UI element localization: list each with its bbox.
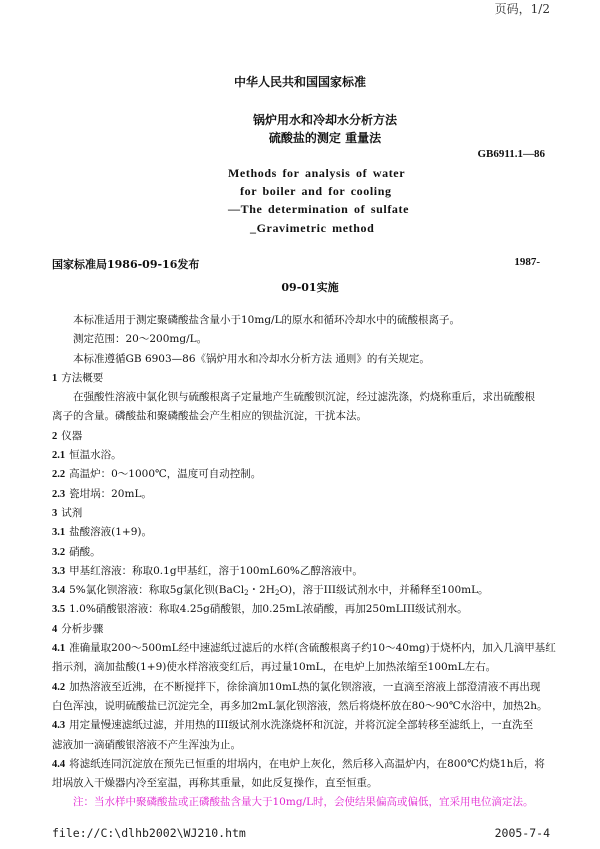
list-item: 3.4 5%氯化钡溶液：称取5g氯化钡(BaCl$_2$・$2H_2O$)，溶于III级试剂水中，并稀释至100mL。 [52,584,489,598]
list-item: 2.3 瓷坩埚：20mL。 [52,487,152,500]
document-body [52,311,556,813]
step-item: 4.1 准确量取200～500mL经中速滤纸过滤后的水样(含硫酸根离子约10～40mg)于烧杯内，加入几滴甲基红 [52,642,556,655]
intro-line: 测定范围：20～200mg/L。 [73,333,208,346]
title-line-2: 硫酸盐的测定 重量法 [268,131,382,145]
list-item: 2.2 高温炉：0～1000℃，温度可自动控制。 [52,468,262,481]
standard-name: 中华人民共和国国家标准 [233,75,366,89]
section-1-para: 在强酸性溶液中氯化钡与硫酸根离子定量地产生硫酸钡沉淀，经过滤洗涤，灼烧称重后，求出硫酸根 [73,391,535,404]
step-item-cont: 白色浑浊，说明硫酸盐已沉淀完全，再多加2mL氯化钡溶液，然后将烧杯放在80～90℃水浴中，加热2h。 [52,699,548,712]
english-title-2: for boiler and for cooling [240,184,392,198]
footer-date: 2005-7-4 [494,826,550,840]
issue-date: 国家标准局1986-09-16发布 [52,258,200,271]
title-line-1: 锅炉用水和冷却水分析方法 [252,113,397,127]
section-heading-3: 3 试剂 [52,506,83,519]
english-title-4: _Gravimetric method [250,221,375,235]
step-item-cont: 指示剂，滴加盐酸(1+9)使水样溶液变红后，再过量10mL，在电炉上加热浓缩至100mL左右。 [52,661,497,674]
list-item: 3.2 硝酸。 [52,545,101,558]
english-title-1: Methods for analysis of water [228,166,406,180]
list-item: 3.1 盐酸溶液(1+9)。 [52,526,152,539]
intro-line: 本标准适用于测定聚磷酸盐含量小于10mg/L的原水和循环冷却水中的硫酸根离子。 [73,314,461,326]
list-item: 3.3 甲基红溶液：称取0.1g甲基红，溶于100mL60%乙醇溶液中。 [52,564,363,577]
effective-date-part1: 1987- [514,256,540,268]
step-item: 4.2 加热溶液至近沸，在不断搅拌下，徐徐滴加10mL热的氯化钡溶液，一直滴至溶液上部澄清液不再出现 [52,680,541,693]
page-number: 页码，1/2 [494,2,550,16]
intro-line: 本标准遵循GB 6903—86《锅炉用水和冷却水分析方法 通则》的有关规定。 [73,352,430,365]
english-title-3: —The determination of sulfate [228,202,410,216]
section-heading-2: 2 仪器 [52,429,83,442]
footer-file-path: file://C:\dlhb2002\WJ210.htm [52,826,246,840]
standard-code: GB6911.1—86 [477,148,545,160]
step-item-cont: 滤液加一滴硝酸银溶液不产生浑浊为止。 [52,738,241,751]
effective-date-part2: 09-01实施 [281,281,339,294]
section-heading-1: 1 方法概要 [52,371,104,384]
note-text: 注：当水样中聚磷酸盐或正磷酸盐含量大于10mg/L时，会使结果偏高或偏低，宜采用电位滴定法。 [73,796,534,809]
section-heading-4: 4 分析步骤 [52,622,104,635]
section-1-para: 离子的含量。磷酸盐和聚磷酸盐会产生相应的钡盐沉淀，干扰本法。 [52,410,367,423]
list-item: 2.1 恒温水浴。 [52,449,122,462]
list-item: 3.5 1.0%硝酸银溶液：称取4.25g硝酸银，加0.25mL浓硝酸，再加250mLIII级试剂水。 [52,603,468,616]
step-item-cont: 坩埚放入干燥器内冷至室温，再称其重量，如此反复操作，直至恒重。 [52,777,378,790]
step-item: 4.3 用定量慢速滤纸过滤，并用热的III级试剂水洗涤烧杯和沉淀，并将沉淀全部转移至滤纸上，一直洗至 [52,719,534,732]
step-item: 4.4 将滤纸连同沉淀放在预先已恒重的坩埚内，在电炉上灰化，然后移入高温炉内，在800℃灼烧1h后，将 [52,757,545,770]
